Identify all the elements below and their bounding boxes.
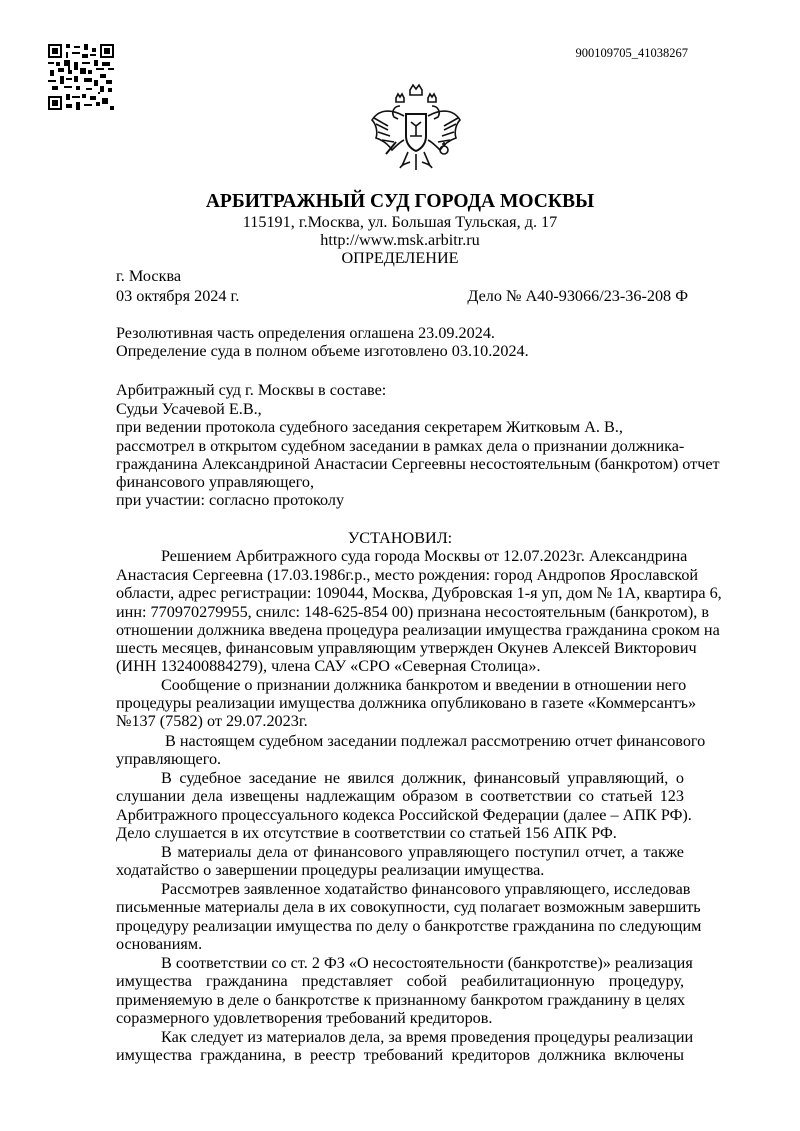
body-line: (ИНН 132400884279), члена САУ «СРО «Северная Столица». (116, 657, 541, 675)
body-line: Анастасия Сергеевна (17.03.1986г.р., место рождения: город Андропов Ярославской (116, 566, 699, 584)
body-line: Решением Арбитражного суда города Москвы от 12.07.2023г. Александрина (161, 547, 688, 565)
case-number: Дело № А40-93066/23-36-208 Ф (467, 287, 688, 305)
body-line: шесть месяцев, финансовым управляющим утвержден Окунев Алексей Викторович (116, 639, 697, 657)
body-line: ходатайство о завершении процедуры реализации имущества. (116, 861, 545, 879)
body-line: В судебное заседание не явился должник, финансовый управляющий, о (161, 769, 684, 787)
qr-code (48, 44, 114, 110)
document-id: 900109705_41038267 (575, 46, 688, 60)
body-line: Как следует из материалов дела, за время проведения процедуры реализации (161, 1028, 694, 1046)
body-line: области, адрес регистрации: 109044, Москва, Дубровская 1-я уп, дом № 1А, квартира 6, (116, 584, 722, 602)
body-line: инн: 770970279955, снилс: 148-625-854 00) признана несостоятельным (банкротом), в (116, 603, 710, 621)
court-name: АРБИТРАЖНЫЙ СУД ГОРОДА МОСКВЫ (205, 191, 595, 212)
body-line: В соответствии со ст. 2 ФЗ «О несостоятельности (банкротстве)» реализация (161, 954, 693, 972)
body-line: применяемую в деле о банкротстве к признанному банкротом гражданину в целях (116, 991, 686, 1009)
body-line: слушании дела извещены надлежащим образом в соответствии со статьей 123 (116, 787, 684, 805)
body-line: Арбитражного процессуального кодекса Российской Федерации (далее – АПК РФ). (116, 806, 692, 824)
established-heading: УСТАНОВИЛ: (347, 529, 453, 547)
body-line: процедуру реализации имущества по делу о банкротстве гражданина по следующим (116, 917, 702, 935)
document-date: 03 октября 2024 г. (116, 287, 240, 305)
body-line: письменные материалы дела в их совокупности, суд полагает возможным завершить (116, 898, 701, 916)
body-line: процедуры реализации имущества должника опубликовано в газете «Коммерсантъ» (116, 694, 697, 712)
composition-line: при участии: согласно протоколу (116, 491, 345, 509)
announced-line: Резолютивная часть определения оглашена 23.09.2024. (116, 324, 495, 342)
body-line: отношении должника введена процедура реализации имущества гражданина сроком на (116, 621, 720, 639)
composition-line: гражданина Александриной Анастасии Сергеевны несостоятельным (банкротом) отчет (116, 455, 720, 473)
body-line: Дело слушается в их отсутствие в соответствии со статьей 156 АПК РФ. (116, 824, 617, 842)
body-line: №137 (7582) от 29.07.2023г. (116, 712, 308, 730)
document-type-title: ОПРЕДЕЛЕНИЕ (341, 249, 459, 267)
composition-line: Судьи Усачевой Е.В., (116, 400, 262, 418)
composition-line: Арбитражный суд г. Москвы в составе: (116, 381, 387, 399)
body-line: Рассмотрев заявленное ходатайство финансового управляющего, исследовав (161, 880, 691, 898)
body-line: имущества гражданина представляет собой реабилитационную процедуру, (116, 972, 684, 990)
composition-line: финансового управляющего, (116, 473, 315, 491)
court-website[interactable]: http://www.msk.arbitr.ru (320, 231, 480, 249)
court-address: 115191, г.Москва, ул. Большая Тульская, д. 17 (242, 213, 558, 231)
body-line: В настоящем судебном заседании подлежал рассмотрению отчет финансового (165, 732, 706, 750)
body-line: имущества гражданина, в реестр требований кредиторов должника включены (116, 1046, 684, 1064)
city: г. Москва (116, 267, 182, 285)
coat-of-arms-emblem (366, 80, 466, 180)
full-text-line: Определение суда в полном объеме изготовлено 03.10.2024. (116, 342, 529, 360)
composition-line: при ведении протокола судебного заседания секретарем Житковым А. В., (116, 418, 623, 436)
body-line: В материалы дела от финансового управляющего поступил отчет, а также (161, 843, 684, 861)
body-line: соразмерного удовлетворения требований кредиторов. (116, 1009, 493, 1027)
body-line: управляющего. (116, 750, 222, 768)
composition-line: рассмотрел в открытом судебном заседании в рамках дела о признании должника- (116, 437, 685, 455)
body-line: основаниям. (116, 935, 203, 953)
body-line: Сообщение о признании должника банкротом и введении в отношении него (161, 676, 687, 694)
